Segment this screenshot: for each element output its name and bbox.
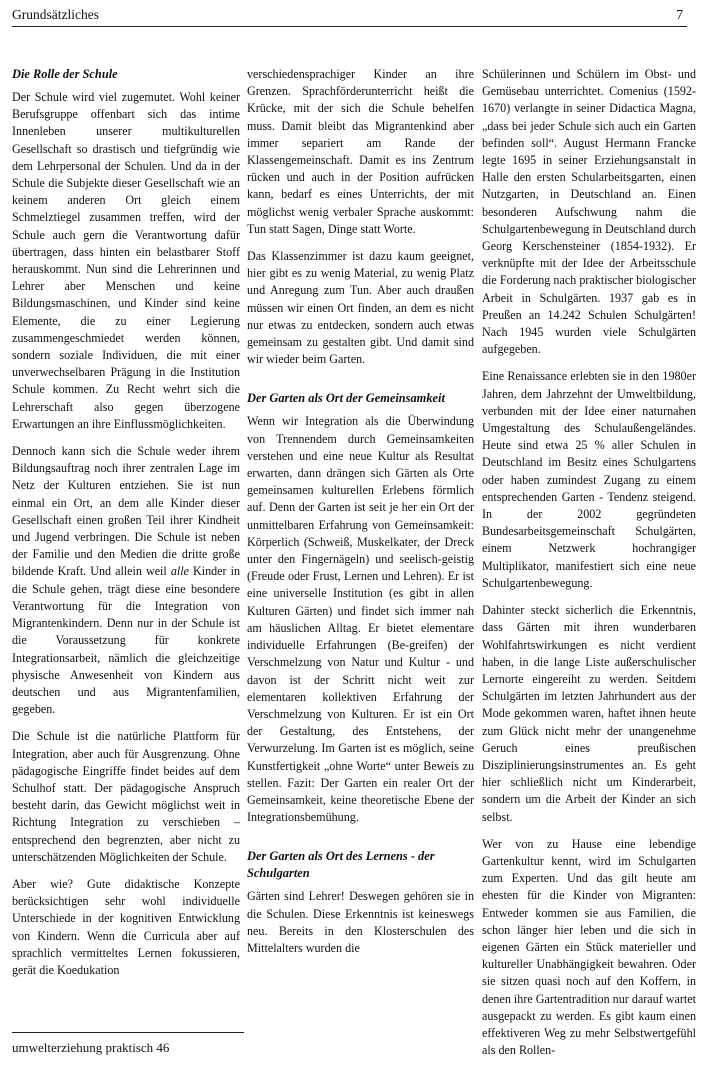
column-1 — [12, 66, 240, 989]
paragraph: Die Schule ist die natürliche Plattform für Integration, aber auch für Ausgrenzung. Ohne pädagogische Eingriffe findet beides auf dem Schulhof statt. Der pädagogische Anspruch besteht darin, das Gewicht möglichst weit in Richtung Integration zu verschieben – entsprechend den begrenzten, aber nicht zu unterschätzenden Möglichkeiten der Schule. — [12, 729, 240, 864]
section-title: Grundsätzliches — [12, 7, 99, 22]
column-3 — [482, 66, 696, 1069]
paragraph: Gärten sind Lehrer! Deswegen gehören sie in die Schulen. Diese Erkenntnis ist keineswegs neu. Bereits in den Klosterschulen des Mittelalters wurden die — [247, 889, 474, 955]
paragraph: Schülerinnen und Schülern im Obst- und Gemüsebau unterrichtet. Comenius (1592-1670) verlangte in seiner Didactica Magna, „dass bei jeder Schule sich auch ein Garten befinden soll“. August Hermann Francke legte 1695 in seiner Erziehungsanstalt in Halle den ersten Schularbeitsgarten, einen Nutzgarten, in Deutschland an. Einen besonderen Aufschwung nahm die Schulgartenbewegung in Deutschland durch Georg Kerschensteiner (1854-1932). Er verknüpfte mit der Idee der Arbeitsschule die Forderung nach praktischer biologischer Arbeit in Schulgärten. 1937 gab es in Preußen an 14.242 Schulen Schulgärten! Nach 1945 wurden viele Schulgärten aufgegeben. — [482, 67, 696, 357]
text-run: Kinder in die Schule gehen, trägt diese eine besondere Verantwortung für die Integration von Migrantenkindern. Denn nur in der Schule ist die Voraussetzung für konkrete Integrationsarbeit, nämlich die gleichzeitige physische Anwesenheit von Kindern aus deutschen und aus Migrantenfamilien, gegeben. — [12, 564, 240, 717]
paragraph: Dahinter steckt sicherlich die Erkenntnis, dass Gärten mit ihren wunderbaren Wohlfahrtswirkungen es nicht verdient haben, in die lange Liste außerschulischer Lernorte eingereiht zu werden. Seitdem Schulgärten im letzten Jahrhundert aus der Mode gekommen waren, haftet ihnen heute zum Glück nicht mehr der unangenehme Geruch eines preußischen Disziplinierungsinstrumentes an. Es geht hier schließlich nicht um Kinderarbeit, sondern um die Arbeit der Kinder an sich selbst. — [482, 603, 696, 824]
emphasis: alle — [170, 564, 189, 579]
section-heading: Die Rolle der Schule — [12, 67, 118, 81]
publication-footer: umwelterziehung praktisch 46 — [12, 1040, 170, 1055]
running-header — [12, 6, 687, 27]
paragraph: Wenn wir Integration als die Überwindung von Trennendem durch Gemeinsamkeiten verstehen und eine neue Kultur als Resultat erwarten, dann drängen sich Gärten als Orte gemeinsamen kulturellen Erlebens förmlich auf. Denn der Garten ist seit je her ein Ort der unmittelbaren Erfahrung von Gemeinsamkeit: Körperlich (Schweiß, Muskelkater, der Dreck unter den Fingernägeln) und seelisch-geistig (Freude oder Frust, Lernen und Lehren). Er ist eine universelle Institution (es gibt in allen Kulturen Gärten) und findet sich immer nah am häuslichen Alltag. Er bietet elementare individuelle Erfahrungen (Be-greifen) der Verschmelzung von Natur und Kultur - und davon ist der Schritt nicht weit zur elementaren kollektiven Erfahrung der Verschmelzung von Kulturen. Er ist ein Ort der Gestaltung, des Entstehens, der Verwurzelung. Im Garten ist es möglich, seine Kunstfertigkeit „ohne Worte“ unter Beweis zu stellen. Fazit: Der Garten ein realer Ort der Gemeinsamkeit, keine theoretische Ebene der Integrationsbemühung. — [247, 414, 474, 825]
paragraph: Wer von zu Hause eine lebendige Gartenkultur kennt, wird im Schulgarten zum Experten. Und das gilt heute am ehesten für die Kinder von Migranten: Entweder kommen sie aus Familien, die schon länger hier leben und die sich in eigenen Gärten ein Stück materieller und kultureller Unabhängigkeit bewahren. Oder sie sitzen quasi noch auf den Koffern, in denen ihre Gartentradition nur darauf wartet ausgepackt zu werden. Es gibt kaum einen effektiveren Weg zu mehr Selbstwertgefühl als den Rollen- — [482, 836, 696, 1058]
footer — [12, 1032, 244, 1057]
section-heading: Der Garten als Ort des Lernens - der Schulgarten — [247, 849, 435, 881]
paragraph: Eine Renaissance erlebten sie in den 1980er Jahren, dem Jahrzehnt der Umweltbildung, verbunden mit der Idee einer naturnahen Umgestaltung des Schulaußengeländes. Heute sind etwa 25 % aller Schulen in Deutschland im Besitz eines Schulgartens oder haben zumindest Zugang zu einem entsprechenden Garten - Tendenz steigend. In der 2002 gegründeten Bundesarbeitsgemeinschaft Schulgärten, einem Netzwerk hochrangiger Multiplikator, manifestiert sich eine neue Schulgartenbewegung. — [482, 369, 696, 590]
text-run: Dennoch kann sich die Schule weder ihrem Bildungsauftrag noch ihrer zentralen Lage im Netz der Kulturen entziehen. Sie ist nun einmal ein Ort, an dem alle Kinder dieser Gesellschaft einen großen Teil ihrer Kindheit und Jugend verbringen. Die Schule ist neben der Familie und den Medien die dritte große bildende Kraft. Und allein weil — [12, 444, 240, 579]
column-2 — [247, 66, 474, 967]
paragraph: Das Klassenzimmer ist dazu kaum geeignet, hier gibt es zu wenig Material, zu wenig Platz und Anregung zum Tun. Aber auch draußen müssen wir einen Ort finden, an dem es nicht nur etwas zu entdecken, sondern auch etwas gemeinsam zu gestalten gibt. Und damit sind wir wieder beim Garten. — [247, 249, 474, 367]
page-number: 7 — [676, 7, 683, 22]
section-heading: Der Garten als Ort der Gemeinsamkeit — [247, 391, 445, 406]
paragraph: Aber wie? Gute didaktische Konzepte berücksichtigen sehr wohl individuelle Unterschiede in der kognitiven Entwicklung von Kindern. Wenn die Curricula aber auf sprachlich vermitteltes Lernen fokussieren, gerät die Koedukation — [12, 876, 240, 977]
paragraph: verschiedensprachiger Kinder an ihre Grenzen. Sprachförderunterricht heißt die Krücke, mit der sich die Schule behelfen muss. Damit bleibt das Migrantenkind aber immer separiert am Rande der Klassengemeinschaft. Damit es ins Zentrum rücken und auch in der Position aufrücken kann, bedarf es eines Unterrichts, der mit möglichst wenig verbaler Sprache auskommt: Tun statt Sagen, Dinge statt Worte. — [247, 67, 474, 236]
paragraph — [12, 443, 240, 718]
paragraph: Der Schule wird viel zugemutet. Wohl keiner Berufsgruppe offenbart sich das intime Innenleben unserer multikulturellen Gesellschaft so drastisch und tiefgründig wie dem Lehrpersonal der Schulen. Und da in der Schule die Subjekte dieser Gesellschaft wie an keinem anderen Ort gleich einem Schmelztiegel zusammen treffen, wird der Schule auch gern die Verantwortung dafür übertragen, dass hinten ein belastbarer Stoff herauskommt. Nun sind die Lehrerinnen und Lehrer aber Menschen und keine Bildungsmaschinen, und Kinder sind keine Elemente, die zu einer Legierung zusammengeschmiedet werden können, sondern soziale Individuen, die mit einer unverwechselbaren Prägung in die Institution Schule kommen. Zu Recht wehrt sich die Lehrerschaft also gegen überzogene Erwartungen an ihre Einflussmöglichkeiten. — [12, 90, 240, 431]
